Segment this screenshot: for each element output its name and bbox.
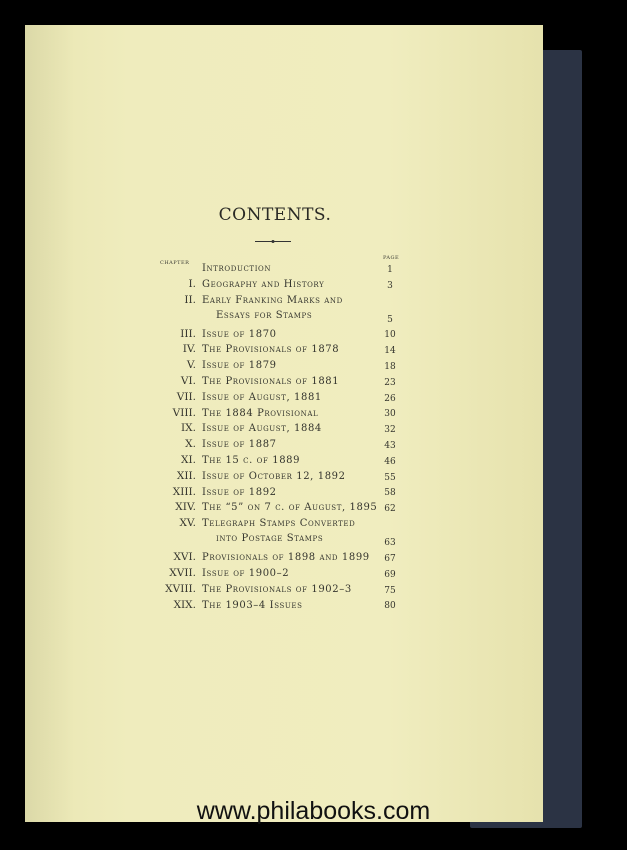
chapter-title <box>202 437 380 452</box>
chapter-number: II. <box>184 293 196 306</box>
chapter-title <box>202 469 380 484</box>
chapter-title <box>202 277 380 292</box>
chapter-title-text: Issue of October 12, 1892 <box>202 470 346 482</box>
chapter-title <box>202 421 380 436</box>
chapter-title-text: Issue of 1900–2 <box>202 567 290 579</box>
chapter-number: X. <box>185 438 196 451</box>
page-number: 10 <box>384 330 396 341</box>
chapter-number: XIV. <box>175 501 196 514</box>
page-number: 32 <box>384 425 396 436</box>
page-number: 75 <box>384 585 396 596</box>
page-number: 55 <box>384 472 396 483</box>
chapter-title-text: Telegraph Stamps Converted <box>202 518 356 530</box>
chapter-title <box>202 261 380 276</box>
toc-entry <box>140 342 400 358</box>
chapter-title <box>202 550 380 565</box>
toc-entry <box>140 485 400 501</box>
chapter-title-text: Early Franking Marks and <box>202 294 343 306</box>
chapter-number: XVIII. <box>165 582 196 595</box>
chapter-title <box>202 500 380 515</box>
chapter-title-continued: Essays for Stamps <box>216 309 313 321</box>
chapter-title <box>202 374 380 389</box>
chapter-title-text: The Provisionals of 1878 <box>202 344 340 356</box>
page-number: 69 <box>384 569 396 580</box>
chapter-number: IV. <box>182 343 196 356</box>
chapter-number: XVII. <box>169 566 196 579</box>
chapter-title-text: The “5” on 7 c. of August, 1895 <box>202 502 378 514</box>
chapter-title-text: Issue of August, 1884 <box>202 423 322 435</box>
chapter-title-text: The Provisionals of 1881 <box>202 375 340 387</box>
toc-entry <box>140 500 400 516</box>
toc-entry <box>140 437 400 453</box>
chapter-number: III. <box>180 327 196 340</box>
chapter-number: XVI. <box>173 551 196 564</box>
toc-entry <box>140 516 400 550</box>
watermark: www.philabooks.com <box>196 797 431 825</box>
toc-entry <box>140 582 400 598</box>
page-number: 63 <box>384 538 396 549</box>
page-number: 23 <box>384 377 396 388</box>
chapter-title-text: Provisionals of 1898 and 1899 <box>202 552 370 564</box>
chapter-header: CHAPTER <box>160 260 190 266</box>
chapter-title <box>202 516 380 546</box>
chapter-number: IX. <box>181 422 196 435</box>
page-title: CONTENTS. <box>218 205 332 225</box>
toc-entry <box>140 598 400 614</box>
chapter-title-text: Issue of 1870 <box>202 328 277 340</box>
page-number: 67 <box>384 553 396 564</box>
toc-entry <box>140 566 400 582</box>
spine-shadow <box>25 25 75 822</box>
chapter-title <box>202 390 380 405</box>
toc-entry <box>140 453 400 469</box>
chapter-number: VI. <box>180 374 196 387</box>
page-number: 3 <box>387 280 393 291</box>
chapter-number: XI. <box>181 453 196 466</box>
page-number: 18 <box>384 361 396 372</box>
chapter-title <box>202 342 380 357</box>
toc-entry <box>140 406 400 422</box>
page-number: 43 <box>384 440 396 451</box>
chapter-title <box>202 582 380 597</box>
page-number: 14 <box>384 346 396 357</box>
chapter-title <box>202 598 380 613</box>
page-number: 30 <box>384 409 396 420</box>
ornament-divider <box>255 240 291 243</box>
chapter-title <box>202 453 380 468</box>
page-number: 26 <box>384 393 396 404</box>
toc-entry <box>140 358 400 374</box>
chapter-title <box>202 485 380 500</box>
chapter-title <box>202 406 380 421</box>
page-number: 1 <box>387 264 393 275</box>
page-number: 58 <box>384 488 396 499</box>
chapter-number: XIX. <box>173 598 196 611</box>
toc-entry <box>140 374 400 390</box>
chapter-title-text: Issue of 1879 <box>202 360 277 372</box>
toc-entry <box>140 421 400 437</box>
chapter-number: XIII. <box>172 485 196 498</box>
page-number: 62 <box>384 504 396 515</box>
toc-entry <box>140 390 400 406</box>
toc-entry <box>140 261 400 277</box>
chapter-title-text: The 1884 Provisional <box>202 407 319 419</box>
page-header: PAGE <box>383 255 400 261</box>
toc-entry <box>140 550 400 566</box>
page-number: 5 <box>387 314 393 325</box>
toc-entry <box>140 277 400 293</box>
chapter-title <box>202 566 380 581</box>
chapter-number: I. <box>188 277 196 290</box>
chapter-title-text: Geography and History <box>202 278 325 290</box>
page-number: 46 <box>384 456 396 467</box>
chapter-number: V. <box>186 359 196 372</box>
chapter-title <box>202 358 380 373</box>
page-number: 80 <box>384 601 396 612</box>
chapter-number: XII. <box>176 469 196 482</box>
table-of-contents <box>140 261 400 613</box>
toc-entry <box>140 293 400 327</box>
chapter-number: VII. <box>176 390 196 403</box>
chapter-title-text: Introduction <box>202 263 272 274</box>
chapter-title-text: Issue of August, 1881 <box>202 391 322 403</box>
chapter-title-text: Issue of 1892 <box>202 486 277 498</box>
toc-entry <box>140 327 400 343</box>
chapter-title-text: Issue of 1887 <box>202 439 277 451</box>
chapter-number: XV. <box>179 517 196 530</box>
toc-entry <box>140 469 400 485</box>
chapter-title-text: The 15 c. of 1889 <box>202 454 301 466</box>
chapter-title <box>202 293 380 323</box>
chapter-title <box>202 327 380 342</box>
chapter-title-text: The Provisionals of 1902–3 <box>202 583 352 595</box>
chapter-title-text: The 1903–4 Issues <box>202 599 303 611</box>
chapter-title-continued: into Postage Stamps <box>216 533 324 545</box>
chapter-number: VIII. <box>172 406 196 419</box>
